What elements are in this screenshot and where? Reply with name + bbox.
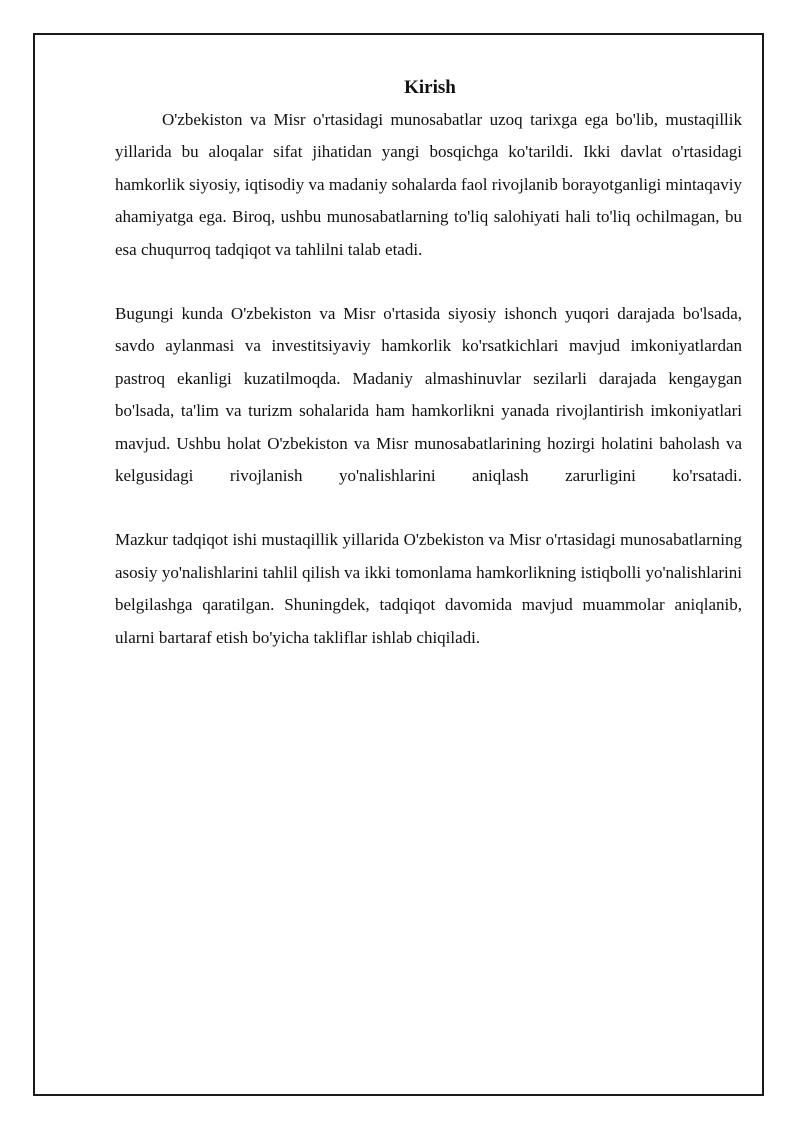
- paragraph-research-aim: Mazkur tadqiqot ishi mustaqillik yillarida O'zbekiston va Misr o'rtasidagi munosabatlarning asosiy yo'nalishlarini tahlil qilish va ikki tomonlama hamkorlikning istiqbolli yo'nalishlarini belgilashga qaratilgan. Shuningdek, tadqiqot davomida mavjud muammolar aniqlanib, ularni bartaraf etish bo'yicha takliflar ishlab chiqiladi.: [115, 530, 742, 647]
- paragraph-current-state: Bugungi kunda O'zbekiston va Misr o'rtasida siyosiy ishonch yuqori darajada bo'lsada, savdo aylanmasi va investitsiyaviy hamkorlik ko'rsatkichlari mavjud imkoniyatlardan pastroq ekanligi kuzatilmoqda. Madaniy almashinuvlar sezilarli darajada kengaygan bo'lsada, ta'lim va turizm sohalarida ham hamkorlikni yanada rivojlantirish imkoniyatlari mavjud. Ushbu holat O'zbekiston va Misr munosabatlarining hozirgi holatini baholash va kelgusidagi rivojlanish yo'nalishlarini aniqlash zarurligini ko'rsatadi.: [115, 304, 742, 486]
- document-body: [115, 76, 742, 654]
- paragraph-intro: O'zbekiston va Misr o'rtasidagi munosabatlar uzoq tarixga ega bo'lib, mustaqillik yillarida bu aloqalar sifat jihatidan yangi bosqichga ko'tarildi. Ikki davlat o'rtasidagi hamkorlik siyosiy, iqtisodiy va madaniy sohalarda faol rivojlanib borayotganligi mintaqaviy ahamiyatga ega. Biroq, ushbu munosabatlarning to'liq salohiyati hali to'liq ochilmagan, bu esa chuqurroq tadqiqot va tahlilni talab etadi.: [115, 110, 742, 259]
- document-title: Kirish: [404, 77, 456, 98]
